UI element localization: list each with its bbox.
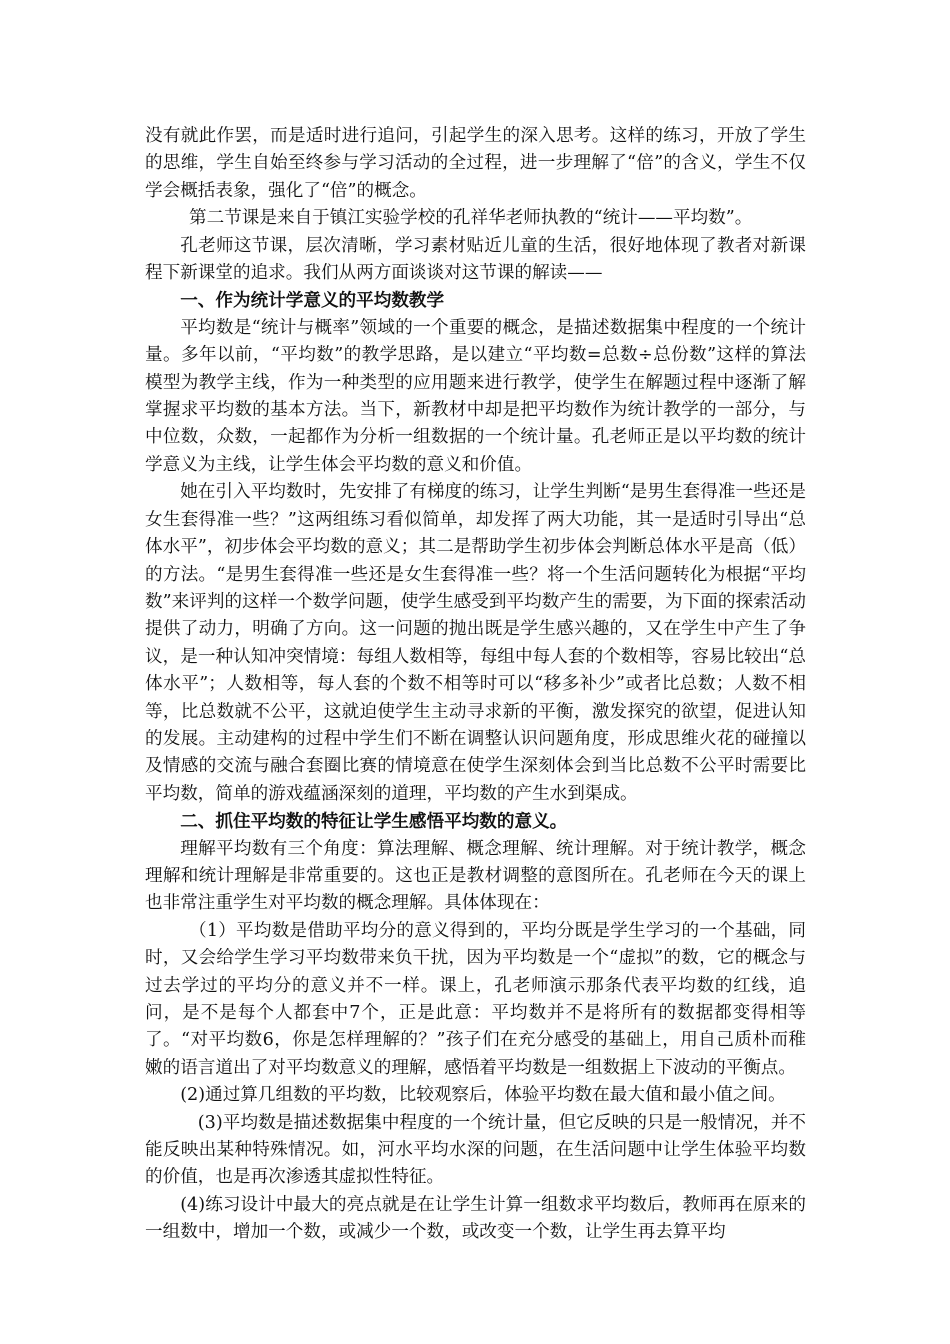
section-heading-1: 一、作为统计学意义的平均数教学 [180,290,445,312]
paragraph-point-1: （1）平均数是借助平均分的意义得到的，平均分既是学生学习的一个基础，同时，又会给学生学习平均数带来负干扰，因为平均数是一个“虚拟”的数，它的概念与过去学过的平均分的意义并不一样。课上，孔老师演示那条代表平均数的红线，追问，是不是每个人都套中7个，正是此意：平均数并不是将所有的数据都变得相等了。“对平均数6，你是怎样理解的？”孩子们在充分感受的基础上，用自己质朴而稚嫩的语言道出了对平均数意义的理解，感悟着平均数是一组数据上下波动的平衡点。 [145,920,806,1078]
paragraph-introduction-practice: 她在引入平均数时，先安排了有梯度的练习，让学生判断“是男生套得准一些还是女生套得准一些？”这两组练习看似简单，却发挥了两大功能，其一是适时引导出“总体水平”，初步体会平均数的意义；其二是帮助学生初步体会判断总体水平是高（低）的方法。“是男生套得准一些还是女生套得准一些？将一个生活问题转化为根据“平均数”来评判的这样一个数学问题，使学生感受到平均数产生的需要，为下面的探索活动提供了动力，明确了方向。这一问题的抛出既是学生感兴趣的，又在学生中产生了争议，是一种认知冲突情境：每组人数相等，每组中每人套的个数相等，容易比较出“总体水平”；人数相等，每人套的个数不相等时可以“移多补少”或者比总数；人数不相等，比总数就不公平，这就迫使学生主动寻求新的平衡，激发探究的欲望，促进认知的发展。主动建构的过程中学生们不断在调整认识问题角度，形成思维火花的碰撞以及情感的交流与融合套圈比赛的情境意在使学生深刻体会到当比总数不公平时需要比平均数，简单的游戏蕴涵深刻的道理，平均数的产生水到渠成。 [145,482,806,804]
document-page [145,123,806,1247]
paragraph-point-4: (4)练习设计中最大的亮点就是在让学生计算一组数求平均数后，教师再在原来的一组数中，增加一个数，或减少一个数，或改变一个数，让学生再去算平均 [145,1194,806,1243]
paragraph-continued: 没有就此作罢，而是适时进行追问，引起学生的深入思考。这样的练习，开放了学生的思维，学生自始至终参与学习活动的全过程，进一步理解了“倍”的含义，学生不仅学会概括表象，强化了“倍”的概念。 [145,126,806,201]
paragraph-lesson-overview: 孔老师这节课，层次清晰，学习素材贴近儿童的生活，很好地体现了教者对新课程下新课堂的追求。我们从两方面谈谈对这节课的解读—— [145,235,806,284]
paragraph-second-lesson-intro: 第二节课是来自于镇江实验学校的孔祥华老师执教的“统计——平均数”。 [189,208,753,229]
section-heading-2: 二、抓住平均数的特征让学生感悟平均数的意义。 [180,811,568,833]
paragraph-three-perspectives: 理解平均数有三个角度：算法理解、概念理解、统计理解。对于统计教学，概念理解和统计理解是非常重要的。这也正是教材调整的意图所在。孔老师在今天的课上也非常注重学生对平均数的概念理解。具体体现在： [145,838,806,914]
paragraph-point-2: (2)通过算几组数的平均数，比较观察后，体验平均数在最大值和最小值之间。 [180,1085,786,1106]
paragraph-point-3: (3)平均数是描述数据集中程度的一个统计量，但它反映的只是一般情况，并不能反映出某种特殊情况。如，河水平均水深的问题，在生活问题中让学生体验平均数的价值，也是再次渗透其虚拟性特征。 [145,1112,806,1188]
paragraph-average-concept: 平均数是“统计与概率”领域的一个重要的概念，是描述数据集中程度的一个统计量。多年以前，“平均数”的教学思路，是以建立“平均数=总数÷总份数”这样的算法模型为教学主线，作为一种类型的应用题来进行教学，使学生在解题过程中逐渐了解掌握求平均数的基本方法。当下，新教材中却是把平均数作为统计教学的一部分，与中位数，众数，一起都作为分析一组数据的一个统计量。孔老师正是以平均数的统计学意义为主线，让学生体会平均数的意义和价值。 [145,317,806,475]
